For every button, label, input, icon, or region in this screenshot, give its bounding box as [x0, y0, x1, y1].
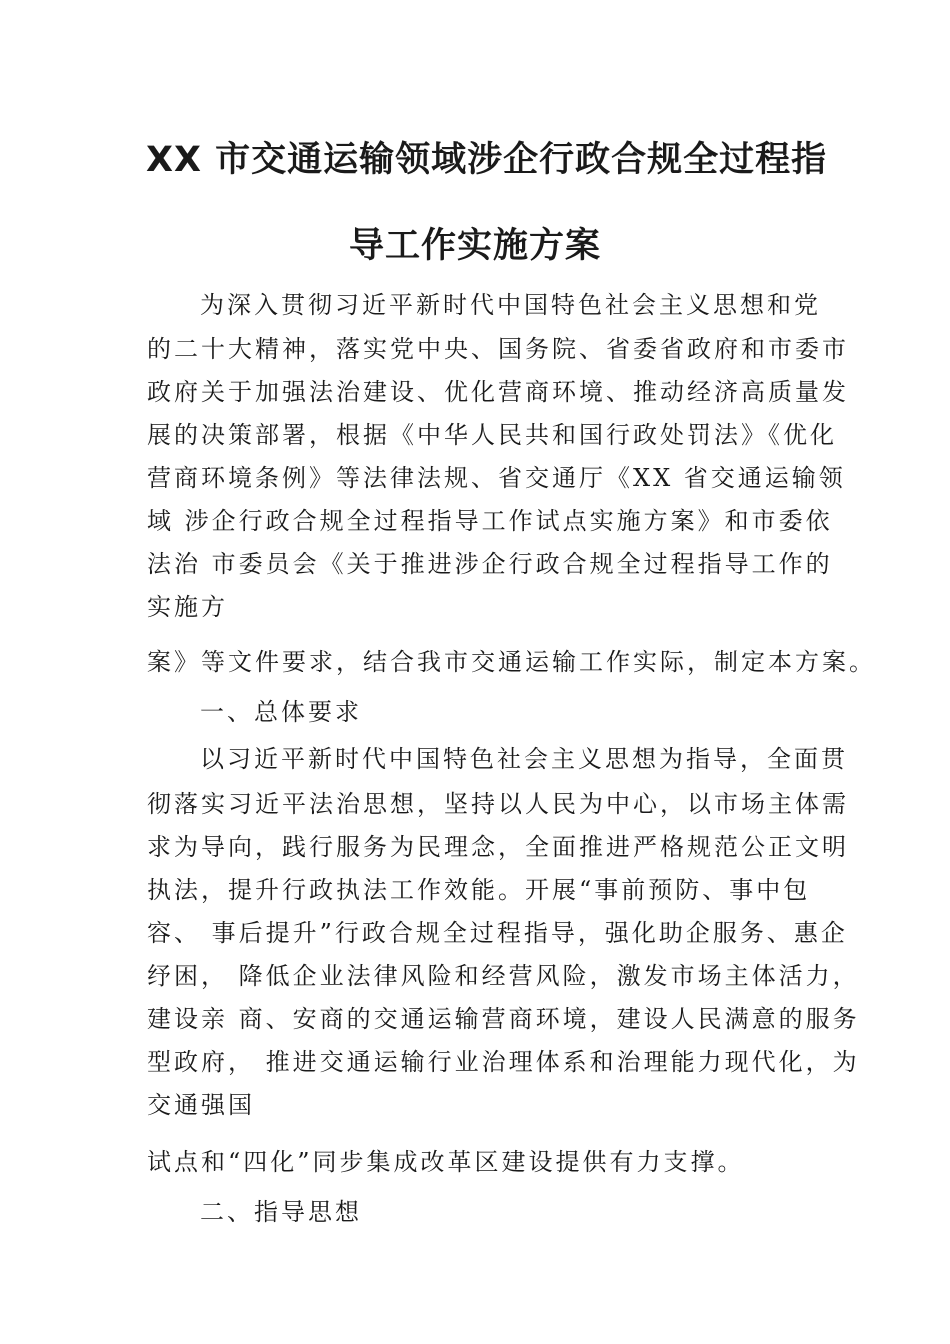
body-line: 执法，提升行政执法工作效能。开展“事前预防、事中包	[147, 876, 811, 904]
body-line: 交通强国	[147, 1091, 255, 1119]
body-line: 以习近平新时代中国特色社会主义思想为指导，全面贯	[200, 745, 848, 773]
body-line: 彻落实习近平法治思想，坚持以人民为中心，以市场主体需	[147, 790, 849, 818]
body-line: 求为导向，践行服务为民理念，全面推进严格规范公正文明	[147, 833, 849, 861]
section-heading-guiding-ideology: 二、指导思想	[200, 1198, 362, 1226]
body-line: 纾困， 降低企业法律风险和经营风险，激发市场主体活力，	[147, 962, 860, 990]
body-line: 展的决策部署，根据《中华人民共和国行政处罚法》《优化	[147, 421, 837, 449]
body-line: 法治 市委员会《关于推进涉企行政合规全过程指导工作的	[147, 550, 833, 578]
document-title-line-1: XX 市交通运输领域涉企行政合规全过程指	[146, 140, 828, 180]
body-line: 案》等文件要求，结合我市交通运输工作实际，制定本方案。	[147, 648, 876, 676]
body-line: 域 涉企行政合规全过程指导工作试点实施方案》和市委依	[147, 507, 833, 535]
section-heading-overall-requirements: 一、总体要求	[200, 698, 362, 726]
body-line: 实施方	[147, 593, 228, 621]
body-line: 的二十大精神，落实党中央、国务院、省委省政府和市委市	[147, 335, 849, 363]
body-line: 营商环境条例》等法律法规、省交通厅《XX 省交通运输领	[147, 464, 846, 492]
document-title-line-2: 导工作实施方案	[348, 226, 601, 266]
body-line: 政府关于加强法治建设、优化营商环境、推动经济高质量发	[147, 378, 849, 406]
body-line: 建设亲 商、安商的交通运输营商环境，建设人民满意的服务	[147, 1005, 860, 1033]
body-line: 容、 事后提升”行政合规全过程指导，强化助企服务、惠企	[147, 919, 848, 947]
body-line: 试点和“四化”同步集成改革区建设提供有力支撑。	[147, 1148, 745, 1176]
body-line: 型政府， 推进交通运输行业治理体系和治理能力现代化，为	[147, 1048, 860, 1076]
body-line: 为深入贯彻习近平新时代中国特色社会主义思想和党	[200, 291, 821, 319]
